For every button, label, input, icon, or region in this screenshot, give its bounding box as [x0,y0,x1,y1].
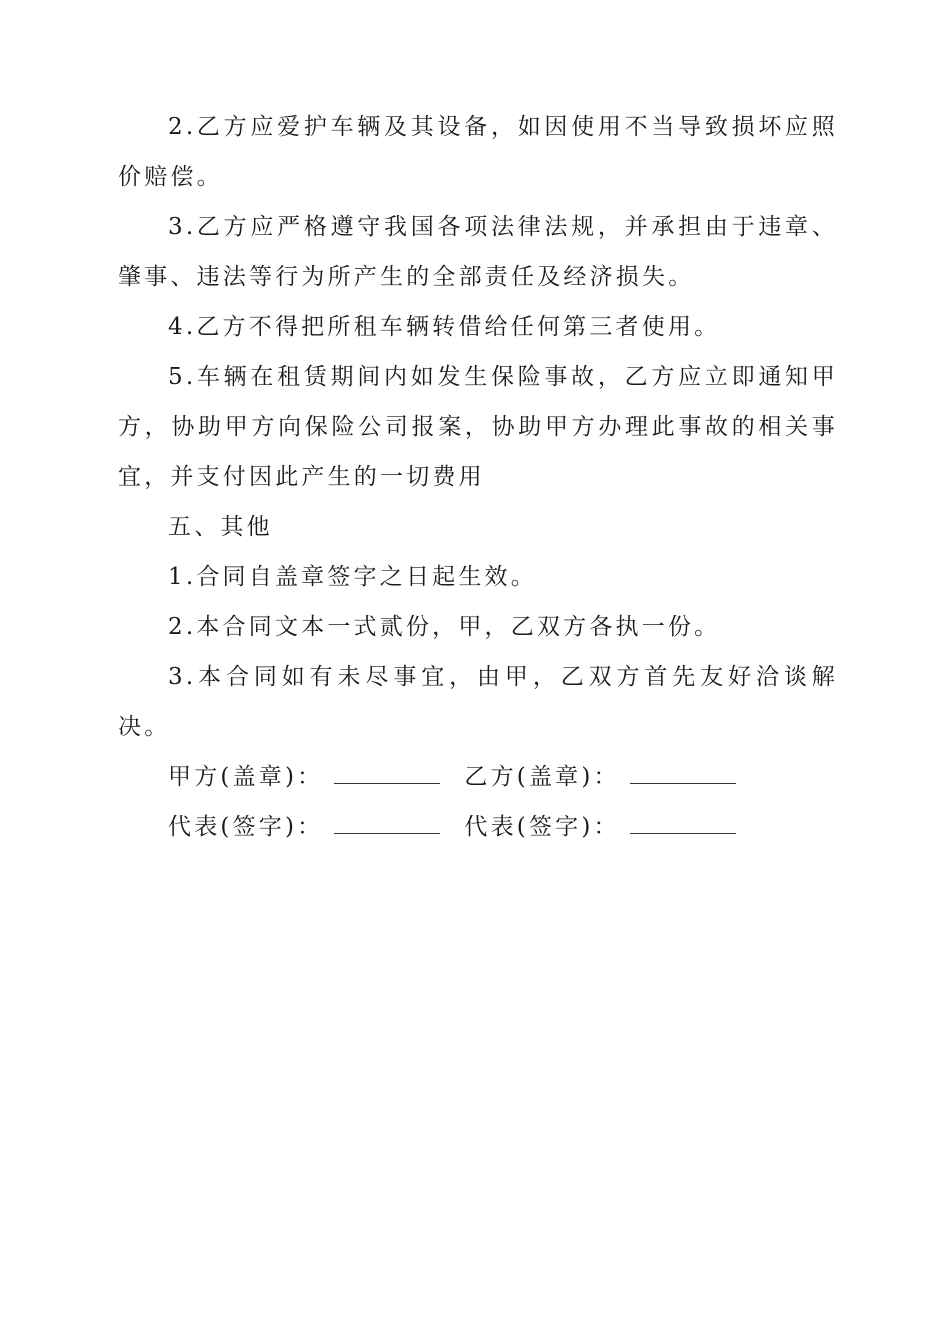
party-a-seal-label: 甲方(盖章)： [168,764,324,790]
party-a-rep-label: 代表(签字)： [168,814,324,840]
signature-row-representative [118,802,838,852]
party-b-rep-line [630,813,736,834]
contract-body [118,102,838,852]
clause-4-paragraph: 4.乙方不得把所租车辆转借给任何第三者使用。 [168,314,721,340]
clause-5-paragraph: 5.车辆在租赁期间内如发生保险事故，乙方应立即通知甲方，协助甲方向保险公司报案，协助甲方办理此事故的相关事宜，并支付因此产生的一切费用 [118,364,838,490]
clause-3-paragraph: 3.乙方应严格遵守我国各项法律法规，并承担由于违章、肇事、违法等行为所产生的全部责任及经济损失。 [118,214,838,290]
party-b-rep-label: 代表(签字)： [464,814,620,840]
other-item-1: 1.合同自盖章签字之日起生效。 [168,564,537,590]
signature-row-seal [118,752,838,802]
party-b-seal-label: 乙方(盖章)： [464,764,620,790]
party-b-seal-line [630,763,736,784]
other-item-3: 3.本合同如有未尽事宜，由甲，乙双方首先友好洽谈解决。 [118,664,838,740]
party-a-rep-line [334,813,440,834]
party-a-seal-line [334,763,440,784]
clause-2-paragraph: 2.乙方应爱护车辆及其设备，如因使用不当导致损坏应照价赔偿。 [118,114,838,190]
other-item-2: 2.本合同文本一式贰份，甲，乙双方各执一份。 [168,614,721,640]
section-heading-other: 五、其他 [168,514,273,540]
